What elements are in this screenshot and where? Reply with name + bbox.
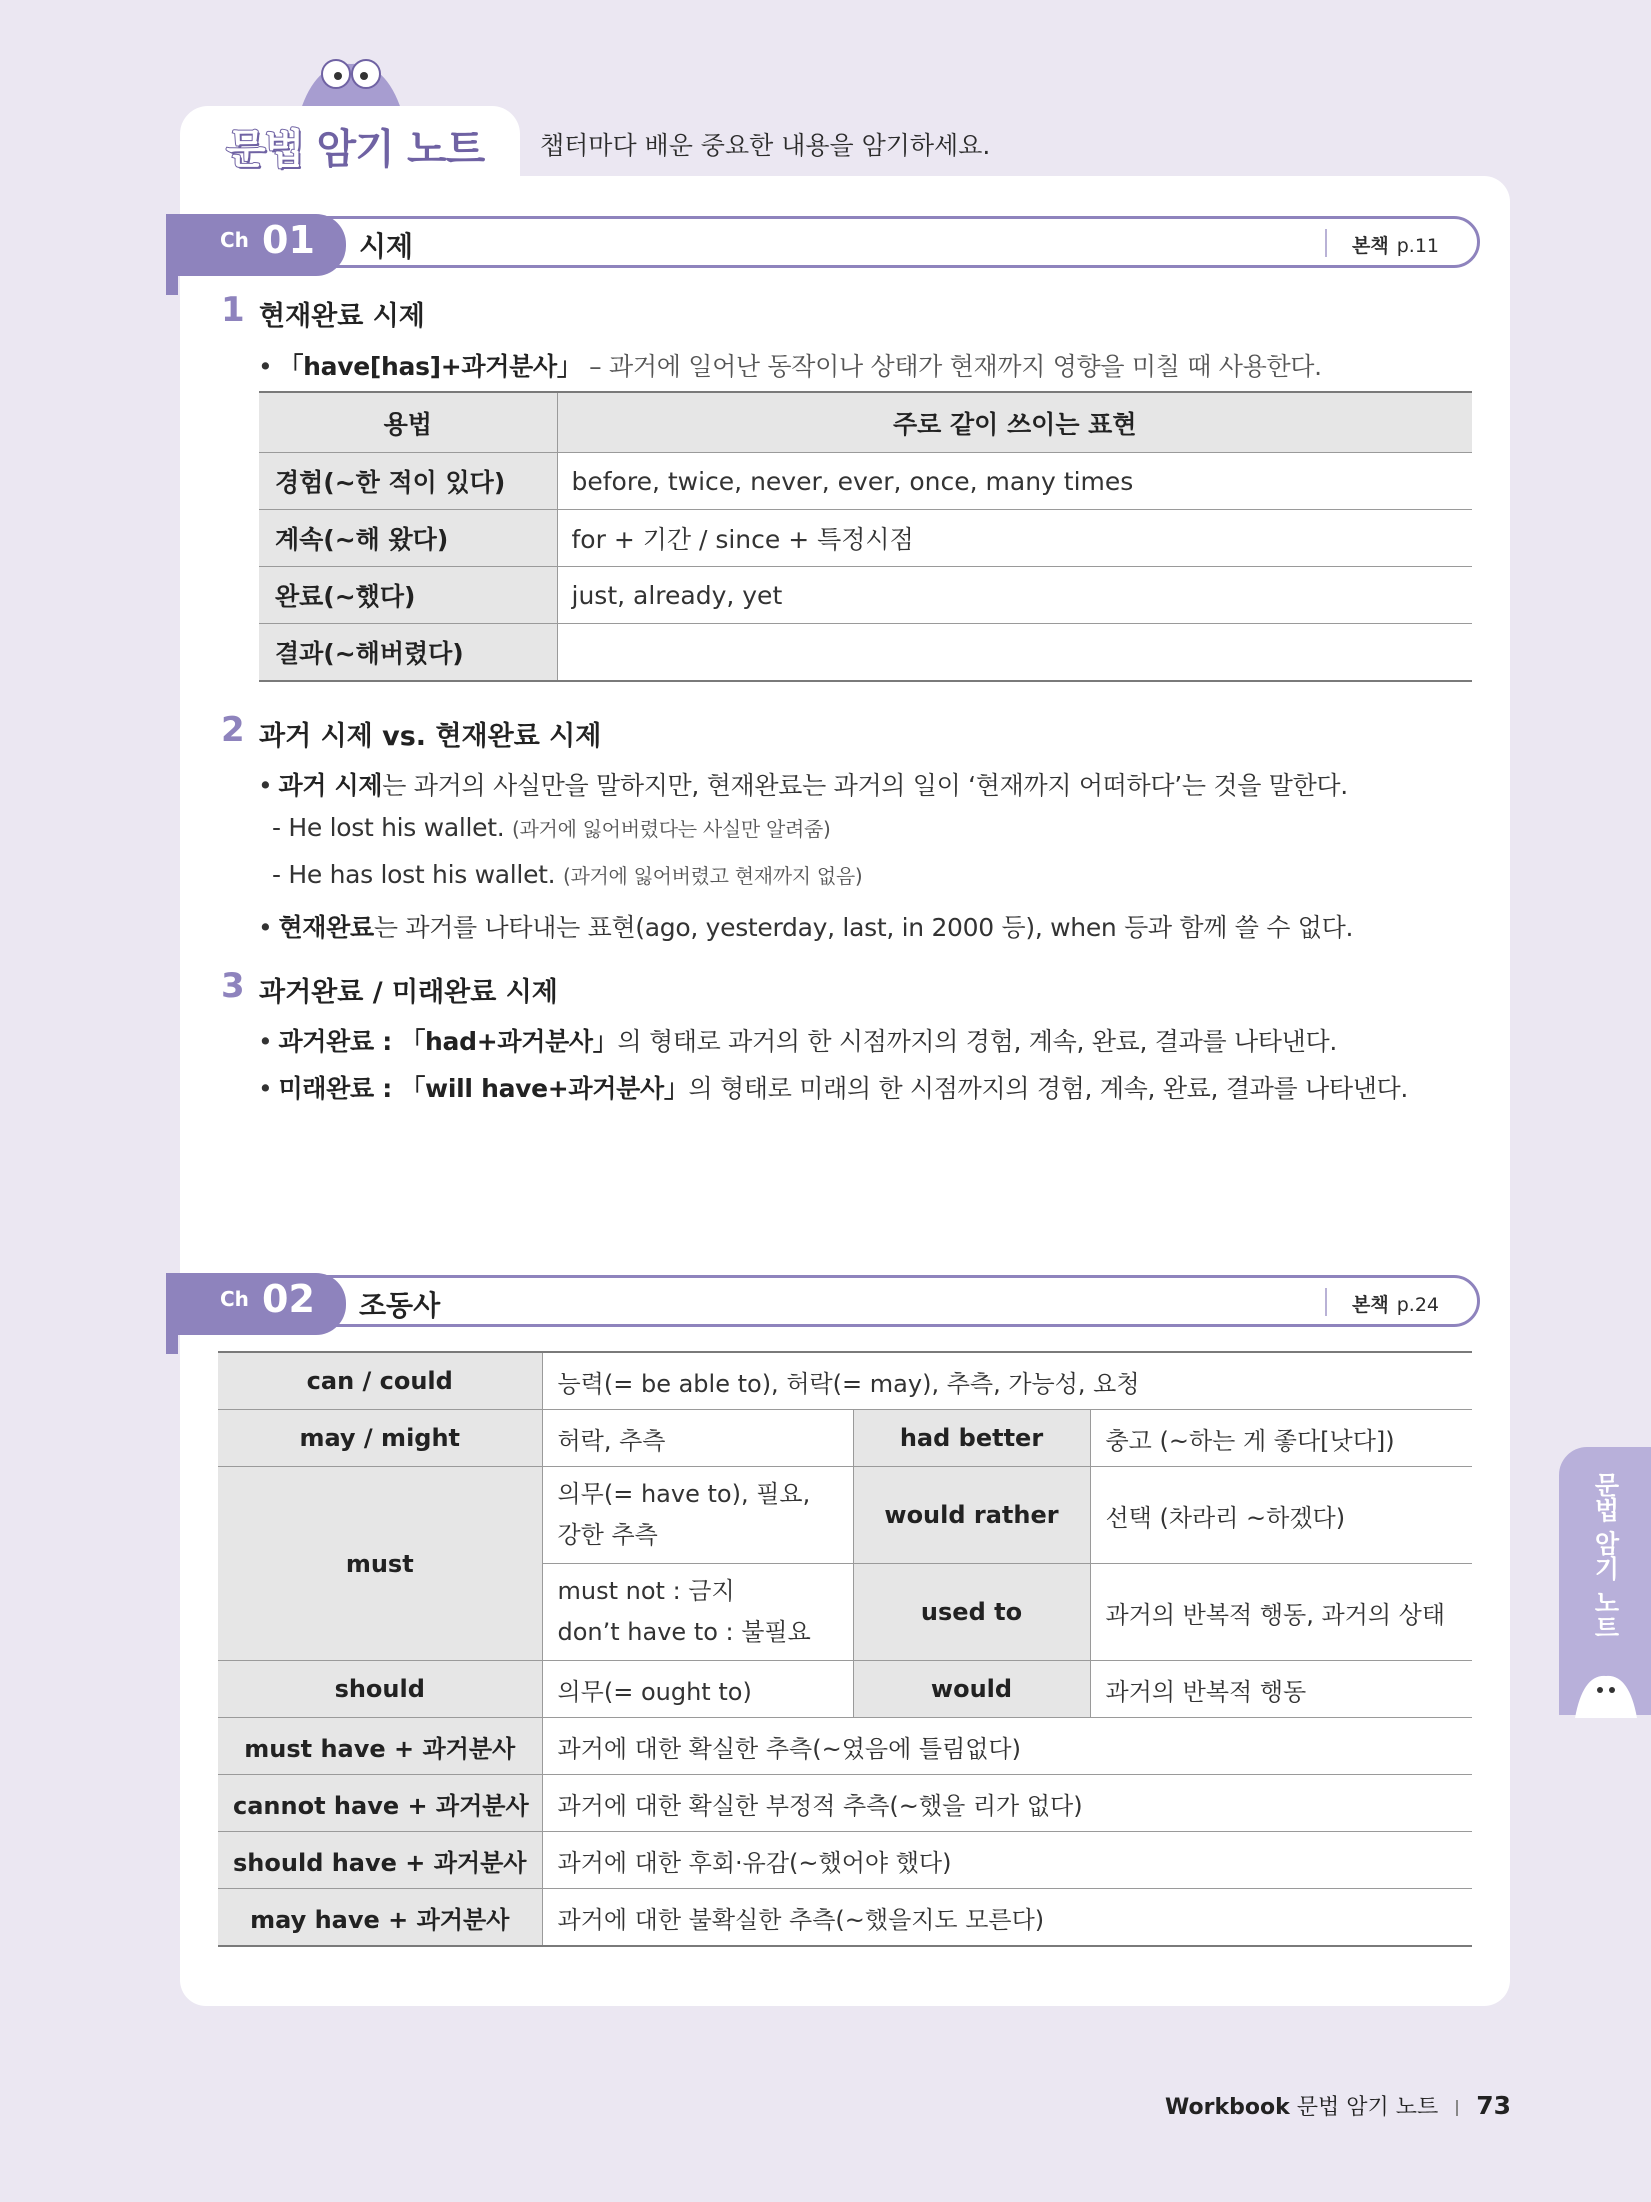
section-title: 현재완료 시제 [259, 301, 425, 332]
bullet-line: • 과거완료 : 「had+과거분사」의 형태로 과거의 한 시점까지의 경험, 계속, 완료, 결과를 나타낸다. [258, 1027, 1337, 1056]
table-row: 완료(~했다) just, already, yet [259, 567, 1472, 624]
chapter-ref: 본책 p.11 [1352, 235, 1439, 257]
section-number: 1 [221, 290, 245, 330]
page-title: 문법 암기 노트 [226, 125, 485, 173]
chapter-badge: Ch 01 [166, 214, 346, 276]
mascot-eyes-icon [1573, 1668, 1639, 1718]
table-row: 경험(~한 적이 있다) before, twice, never, ever, once, many times [259, 453, 1472, 510]
mascot-icon [296, 52, 406, 112]
section-title: 과거 시제 vs. 현재완료 시제 [259, 721, 602, 752]
chapter-title: 조동사 [359, 1289, 441, 1322]
chapter-1-header [166, 216, 1480, 268]
side-tab-label: 문법 암기 노트 [1591, 1472, 1620, 1640]
chapter-2-header [166, 1275, 1480, 1327]
table-row: cannot have + 과거분사 과거에 대한 확실한 부정적 추측(~했을 리가 없다) [218, 1775, 1472, 1832]
present-perfect-table [259, 391, 1472, 682]
chapter-title: 시제 [359, 230, 414, 263]
table-row: 계속(~해 왔다) for + 기간 / since + 특정시점 [259, 510, 1472, 567]
table-row: 결과(~해버렸다) [259, 624, 1472, 682]
table-row: must not : 금지 don’t have to : 불필요 used to 과거의 반복적 행동, 과거의 상태 [218, 1564, 1472, 1661]
chapter-ref: 본책 p.24 [1352, 1294, 1439, 1316]
section-number: 2 [221, 710, 245, 750]
table-row: should have + 과거분사 과거에 대한 후회·유감(~했어야 했다) [218, 1832, 1472, 1889]
section-number: 3 [221, 966, 245, 1006]
page-number: 73 [1476, 2091, 1511, 2120]
section-title: 과거완료 / 미래완료 시제 [259, 977, 558, 1008]
bullet-line: • 현재완료는 과거를 나타내는 표현(ago, yesterday, last, in 2000 등), when 등과 함께 쓸 수 없다. [258, 913, 1354, 942]
table-row: may have + 과거분사 과거에 대한 불확실한 추측(~했을지도 모른다) [218, 1889, 1472, 1947]
table-header: 주로 같이 쓰이는 표현 [557, 392, 1472, 453]
page-subtitle: 챕터마다 배운 중요한 내용을 암기하세요. [540, 131, 991, 160]
modal-verbs-table [218, 1351, 1472, 1947]
chapter-badge: Ch 02 [166, 1273, 346, 1335]
table-row: can / could 능력(= be able to), 허락(= may), 추측, 가능성, 요청 [218, 1352, 1472, 1410]
table-row: must have + 과거분사 과거에 대한 확실한 추측(~였음에 틀림없다) [218, 1718, 1472, 1775]
example-line: - He has lost his wallet. (과거에 잃어버렸고 현재까지 없음) [272, 860, 863, 889]
example-line: - He lost his wallet. (과거에 잃어버렸다는 사실만 알려줌) [272, 813, 831, 842]
bullet-line: • 과거 시제는 과거의 사실만을 말하지만, 현재완료는 과거의 일이 ‘현재까지 어떠하다’는 것을 말한다. [258, 771, 1348, 800]
table-row: must 의무(= have to), 필요, 강한 추측 would rather 선택 (차라리 ~하겠다) [218, 1467, 1472, 1564]
table-row: should 의무(= ought to) would 과거의 반복적 행동 [218, 1661, 1472, 1718]
page-footer: Workbook 문법 암기 노트 73 [1165, 2091, 1511, 2120]
bullet-line: • 「have[has]+과거분사」 – 과거에 일어난 동작이나 상태가 현재까지 영향을 미칠 때 사용한다. [258, 352, 1322, 381]
bullet-line: • 미래완료 : 「will have+과거분사」의 형태로 미래의 한 시점까지의 경험, 계속, 완료, 결과를 나타낸다. [258, 1074, 1409, 1103]
table-header: 용법 [259, 392, 557, 453]
table-row: may / might 허락, 추측 had better 충고 (~하는 게 좋다[낫다]) [218, 1410, 1472, 1467]
